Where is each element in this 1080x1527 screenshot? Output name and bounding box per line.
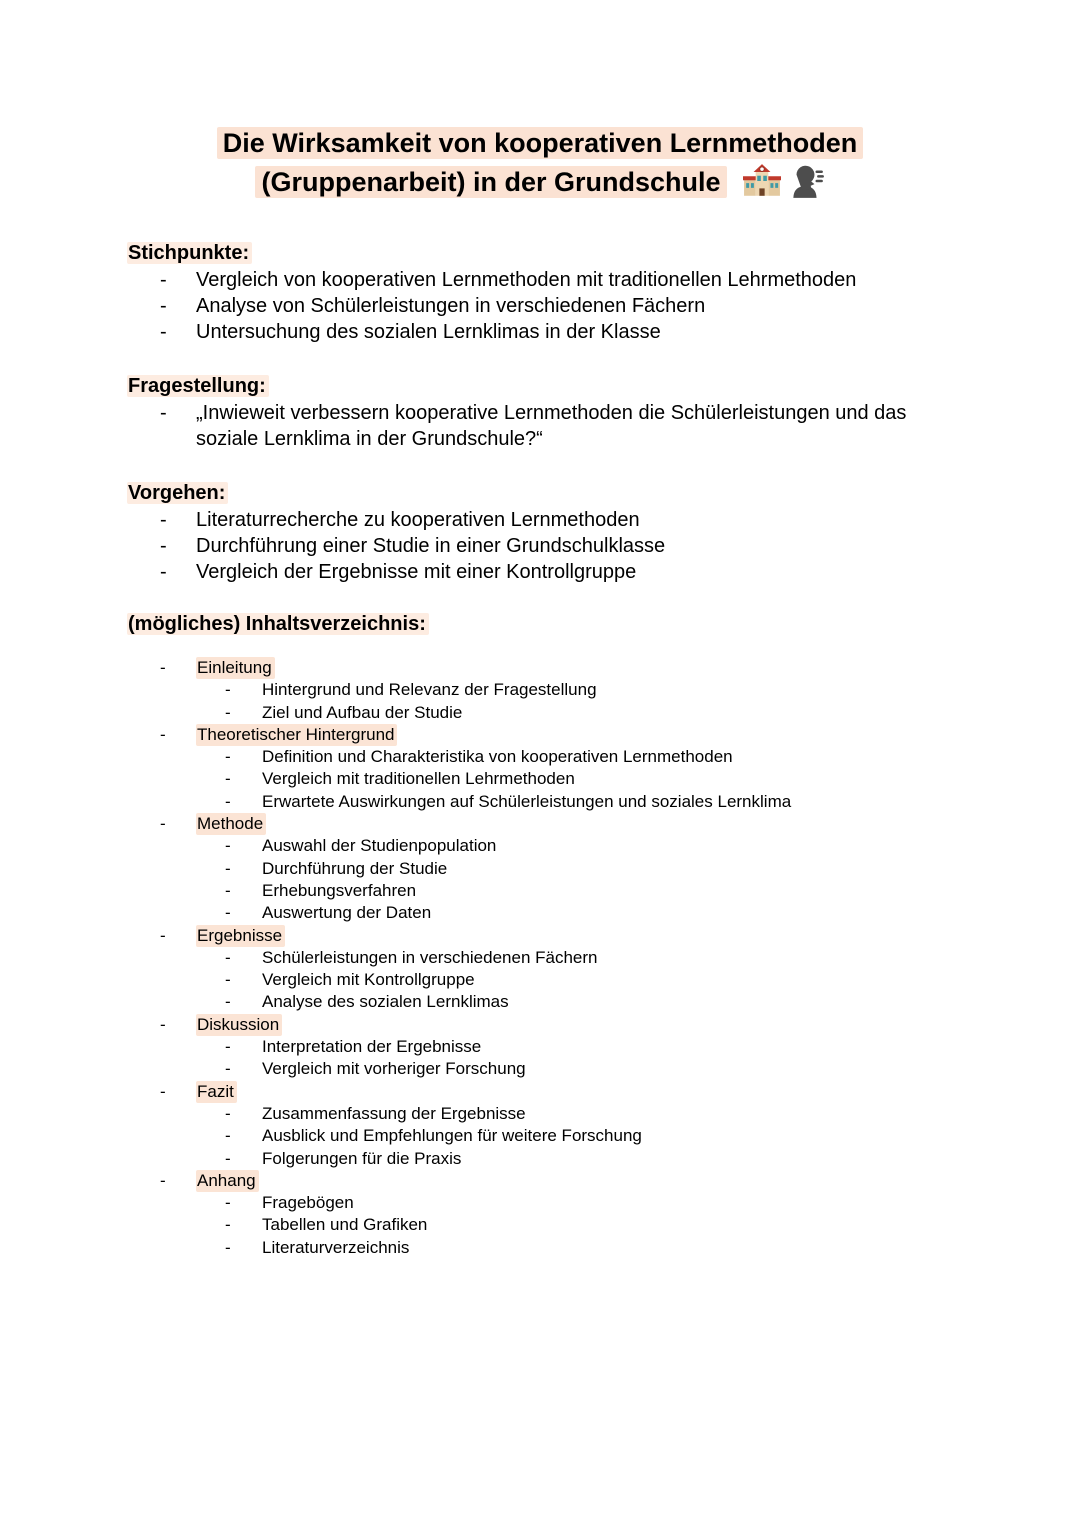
bullet-dash: - — [225, 1059, 231, 1079]
list-item-text: Folgerungen für die Praxis — [262, 1148, 462, 1168]
sections-container — [127, 240, 1020, 585]
section-heading — [127, 240, 1020, 267]
section-0 — [127, 240, 1020, 345]
list-item-toc-0 — [127, 657, 1020, 679]
bullet-dash: - — [160, 269, 167, 291]
list-item-text: Auswahl der Studienpopulation — [262, 836, 497, 856]
list-item-text: Analyse des sozialen Lernklimas — [262, 992, 509, 1012]
list-item-toc-2-1 — [127, 858, 1020, 880]
bullet-dash: - — [225, 970, 231, 990]
list-item-text: Einleitung — [196, 657, 275, 679]
list-item-text: Vergleich der Ergebnisse mit einer Kontrollgruppe — [196, 561, 637, 583]
section-heading-text: Vorgehen: — [127, 482, 228, 504]
list-item-toc-3-0 — [127, 947, 1020, 969]
list-item-text: Ziel und Aufbau der Studie — [262, 702, 463, 722]
section-heading-text: Fragestellung: — [127, 375, 269, 397]
list-item-text: Analyse von Schülerleistungen in verschiedenen Fächern — [196, 295, 706, 317]
list-item-toc-3-1 — [127, 969, 1020, 991]
bullet-dash: - — [160, 925, 166, 945]
bullet-dash: - — [225, 791, 231, 811]
list-item-text: Ergebnisse — [196, 925, 285, 947]
list-item-toc-1-2 — [127, 791, 1020, 813]
list-item-text: Fragebögen — [262, 1193, 354, 1213]
list-item-text: Tabellen und Grafiken — [262, 1215, 428, 1235]
list-item-toc-2-3 — [127, 902, 1020, 924]
speaking-head-icon — [787, 162, 825, 200]
list-item-text: Theoretischer Hintergrund — [196, 724, 397, 746]
list-item-2-2 — [127, 559, 1020, 585]
list-item-toc-5-0 — [127, 1103, 1020, 1125]
list-item-toc-2 — [127, 813, 1020, 835]
bullet-dash: - — [160, 724, 166, 744]
list-item-text: Untersuchung des sozialen Lernklimas in der Klasse — [196, 321, 661, 343]
bullet-dash: - — [225, 947, 231, 967]
list-item-text: Vergleich von kooperativen Lernmethoden mit traditionellen Lehrmethoden — [196, 269, 857, 291]
list-item-text: „Inwieweit verbessern kooperative Lernmethoden die Schülerleistungen und das soziale Lernklima in der Grundschule?“ — [196, 402, 907, 450]
list-item-text: Interpretation der Ergebnisse — [262, 1037, 482, 1057]
document-title — [0, 124, 1080, 210]
list-item-text: Literaturverzeichnis — [262, 1237, 410, 1257]
bullet-dash: - — [160, 814, 166, 834]
bullet-dash: - — [225, 1103, 231, 1123]
bullet-dash: - — [225, 903, 231, 923]
list-item-toc-1-0 — [127, 746, 1020, 768]
list-item-0-2 — [127, 319, 1020, 345]
list-item-toc-6-1 — [127, 1214, 1020, 1236]
list-item-text: Durchführung der Studie — [262, 858, 448, 878]
bullet-dash: - — [160, 561, 167, 583]
school-icon — [743, 162, 781, 200]
list-item-toc-6-0 — [127, 1192, 1020, 1214]
list-item-toc-4-1 — [127, 1058, 1020, 1080]
list-item-text: Zusammenfassung der Ergebnisse — [262, 1103, 526, 1123]
title-line-1 — [0, 124, 1080, 162]
list-item-0-1 — [127, 293, 1020, 319]
list-item-toc-5-2 — [127, 1148, 1020, 1170]
bullet-dash: - — [225, 992, 231, 1012]
title-line-1-text: Die Wirksamkeit von kooperativen Lernmethoden — [217, 127, 863, 159]
list-item-toc-3-2 — [127, 991, 1020, 1013]
list-item-2-0 — [127, 507, 1020, 533]
bullet-dash: - — [225, 702, 231, 722]
list-item-text: Diskussion — [196, 1014, 282, 1036]
section-list — [127, 507, 1020, 585]
list-item-text: Schülerleistungen in verschiedenen Fächern — [262, 947, 598, 967]
bullet-dash: - — [225, 858, 231, 878]
bullet-dash: - — [225, 747, 231, 767]
list-item-toc-4-0 — [127, 1036, 1020, 1058]
bullet-dash: - — [160, 321, 167, 343]
list-item-2-1 — [127, 533, 1020, 559]
section-heading — [127, 373, 1020, 400]
bullet-dash: - — [160, 658, 166, 677]
list-item-toc-6 — [127, 1170, 1020, 1192]
list-item-0-0 — [127, 267, 1020, 293]
list-item-toc-3 — [127, 925, 1020, 947]
bullet-dash: - — [225, 1037, 231, 1057]
list-item-toc-1 — [127, 724, 1020, 746]
toc-list — [127, 657, 1020, 1259]
table-of-contents — [127, 611, 1020, 1259]
list-item-toc-5-1 — [127, 1125, 1020, 1147]
list-item-text: Durchführung einer Studie in einer Grundschulklasse — [196, 535, 666, 557]
list-item-toc-0-1 — [127, 702, 1020, 724]
list-item-text: Anhang — [196, 1170, 259, 1192]
list-item-toc-2-2 — [127, 880, 1020, 902]
list-item-toc-5 — [127, 1081, 1020, 1103]
list-item-1-0 — [127, 400, 1020, 452]
list-item-text: Vergleich mit vorheriger Forschung — [262, 1059, 526, 1079]
bullet-dash: - — [225, 836, 231, 856]
list-item-text: Erwartete Auswirkungen auf Schülerleistungen und soziales Lernklima — [262, 791, 792, 811]
bullet-dash: - — [225, 1148, 231, 1168]
section-list — [127, 400, 1020, 452]
list-item-toc-4 — [127, 1014, 1020, 1036]
list-item-text: Definition und Charakteristika von kooperativen Lernmethoden — [262, 747, 733, 767]
bullet-dash: - — [225, 1193, 231, 1213]
list-item-text: Literaturrecherche zu kooperativen Lernmethoden — [196, 509, 640, 531]
section-heading-text: Stichpunkte: — [127, 242, 252, 264]
list-item-toc-0-0 — [127, 679, 1020, 701]
bullet-dash: - — [160, 1081, 166, 1101]
bullet-dash: - — [160, 535, 167, 557]
section-1 — [127, 373, 1020, 452]
title-icons — [737, 162, 825, 210]
section-2 — [127, 480, 1020, 585]
document-content — [127, 240, 1020, 1259]
bullet-dash: - — [225, 1237, 231, 1257]
bullet-dash: - — [160, 295, 167, 317]
title-line-2 — [0, 162, 1080, 210]
list-item-toc-6-2 — [127, 1237, 1020, 1259]
toc-heading-text: (mögliches) Inhaltsverzeichnis: — [127, 613, 429, 635]
title-line-2-text: (Gruppenarbeit) in der Grundschule — [255, 166, 726, 198]
bullet-dash: - — [225, 1126, 231, 1146]
list-item-text: Hintergrund und Relevanz der Fragestellung — [262, 680, 597, 700]
bullet-dash: - — [225, 769, 231, 789]
list-item-text: Fazit — [196, 1081, 237, 1103]
list-item-text: Vergleich mit Kontrollgruppe — [262, 970, 475, 990]
bullet-dash: - — [160, 1014, 166, 1034]
list-item-text: Methode — [196, 813, 266, 835]
section-list — [127, 267, 1020, 345]
bullet-dash: - — [225, 880, 231, 900]
bullet-dash: - — [160, 1170, 166, 1190]
bullet-dash: - — [225, 1215, 231, 1235]
list-item-text: Auswertung der Daten — [262, 903, 432, 923]
list-item-text: Vergleich mit traditionellen Lehrmethoden — [262, 769, 575, 789]
toc-heading — [127, 611, 1020, 638]
list-item-text: Ausblick und Empfehlungen für weitere Forschung — [262, 1126, 642, 1146]
bullet-dash: - — [160, 402, 167, 424]
section-heading — [127, 480, 1020, 507]
list-item-toc-2-0 — [127, 835, 1020, 857]
list-item-toc-1-1 — [127, 768, 1020, 790]
bullet-dash: - — [225, 680, 231, 700]
list-item-text: Erhebungsverfahren — [262, 880, 417, 900]
bullet-dash: - — [160, 509, 167, 531]
